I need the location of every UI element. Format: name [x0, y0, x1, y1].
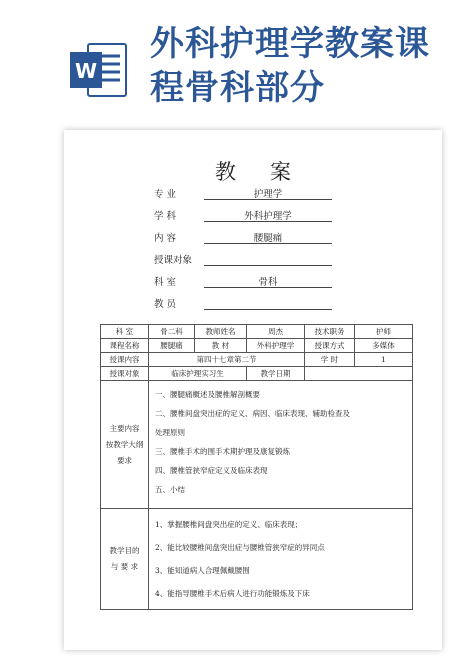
headline-line-1: 外科护理学教案课 [150, 24, 430, 64]
table-row [101, 339, 413, 353]
table-cell: 授课内容 [101, 353, 149, 367]
goal-label-line: 教学目的 [109, 546, 140, 555]
info-row-major [154, 184, 414, 202]
content-line: 二、腰椎间盘突出症的定义、病因、临床表现、辅助检查及 [155, 409, 350, 418]
info-row-department [154, 272, 414, 290]
content-label-cell [101, 381, 149, 509]
info-row-audience [154, 250, 414, 268]
table-cell: 周杰 [247, 325, 305, 339]
table-cell: 外科护理学 [247, 339, 305, 353]
table-cell: 教师姓名 [195, 325, 247, 339]
info-value: 腰腿痛 [204, 230, 332, 244]
table-cell: 授课方式 [305, 339, 355, 353]
info-value: 骨科 [204, 274, 332, 288]
headline-line-2: 程骨科部分 [150, 68, 325, 108]
goal-line: 4、能指导腰椎手术后病人进行功能锻炼及下床 [155, 589, 310, 598]
table-cell: 临床护理实习生 [149, 367, 247, 381]
table-cell: 学 时 [305, 353, 355, 367]
info-value [204, 296, 332, 310]
content-line: 三、腰椎手术的围手术期护理及康复锻炼 [155, 447, 290, 456]
content-cell [149, 381, 413, 509]
content-line: 处理原则 [155, 428, 185, 437]
document-title: 教案 [215, 160, 325, 184]
document-page [64, 130, 442, 650]
lesson-plan-table [100, 324, 413, 610]
table-row [101, 367, 413, 381]
table-row [101, 325, 413, 339]
info-row-subject [154, 206, 414, 224]
info-label: 科 室 [154, 277, 177, 288]
goal-line: 2、能比较腰椎间盘突出症与腰椎管狭窄症的异同点 [155, 543, 325, 552]
content-line: 四、腰椎管狭窄症定义及临床表现 [155, 466, 268, 475]
info-label: 专 业 [154, 189, 177, 200]
info-value: 护理学 [204, 186, 332, 200]
banner [0, 0, 474, 118]
svg-text:W: W [74, 59, 98, 83]
content-line: 五、小结 [155, 485, 185, 494]
content-label-line: 要求 [117, 455, 132, 465]
table-cell: 技术职务 [305, 325, 355, 339]
goal-label-line: 与 要 求 [110, 562, 139, 571]
info-row-teacher [154, 294, 414, 312]
goal-line: 3、能知道病人合理佩戴腰围 [155, 566, 250, 575]
table-cell: 多媒体 [355, 339, 413, 353]
word-logo-icon [68, 40, 128, 100]
content-label-line: 主要内容 [109, 423, 140, 433]
table-cell: 教 材 [195, 339, 247, 353]
info-value [204, 252, 332, 266]
table-cell: 1 [355, 353, 413, 367]
table-cell: 护师 [355, 325, 413, 339]
table-cell: 第四十七章第二节 [149, 353, 305, 367]
goal-line: 1、掌握腰椎间盘突出症的定义、临床表现； [155, 520, 303, 529]
info-label: 内 容 [154, 233, 177, 244]
table-row [101, 353, 413, 367]
table-cell: 授课对象 [101, 367, 149, 381]
goal-label-cell [101, 509, 149, 610]
goal-cell [149, 509, 413, 610]
table-cell: 科 室 [101, 325, 149, 339]
content-label-line: 按教学大纲 [105, 439, 144, 449]
info-label: 教 员 [154, 299, 177, 310]
info-label: 学 科 [154, 211, 177, 222]
content-line: 一、腰腿痛概述及腰椎解剖概要 [155, 390, 260, 399]
table-row [101, 381, 413, 509]
info-label: 授课对象 [154, 255, 193, 266]
info-value: 外科护理学 [204, 208, 332, 222]
table-cell: 教学日期 [247, 367, 305, 381]
table-cell: 腰腿痛 [149, 339, 195, 353]
table-row [101, 509, 413, 610]
table-cell: 骨二科 [149, 325, 195, 339]
table-cell [305, 367, 413, 381]
table-cell: 课程名称 [101, 339, 149, 353]
headline [150, 22, 450, 110]
info-row-content [154, 228, 414, 246]
